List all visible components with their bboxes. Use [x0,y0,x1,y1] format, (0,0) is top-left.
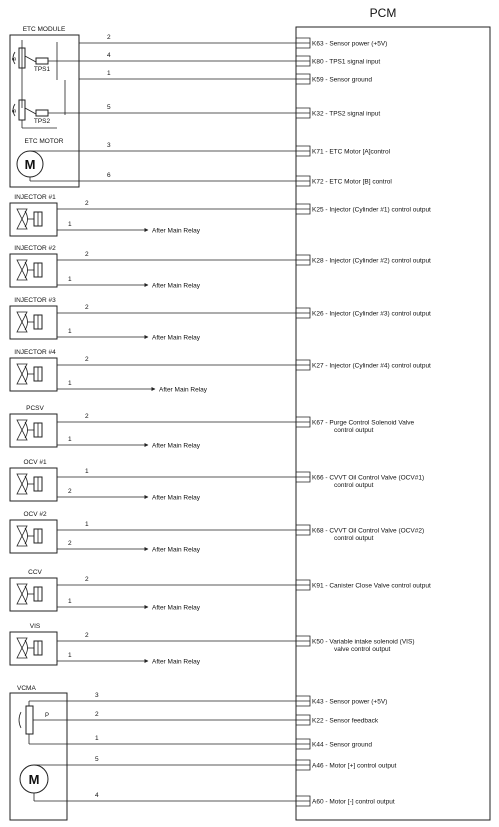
pin-number: 2 [85,304,89,311]
pin-number: 1 [68,328,72,335]
pin-number: 2 [85,576,89,583]
vcma-label: VCMA [17,685,36,692]
actuator-ocv-1 [10,459,201,502]
after-main-relay-label: After Main Relay [152,334,201,342]
after-main-relay-label: After Main Relay [152,546,201,554]
vcma-motor-symbol: M [28,772,40,787]
pin-number: 1 [68,380,72,387]
etc-module-label: ETC MODULE [22,26,66,33]
terminal-label: K59 - Sensor ground [312,76,372,84]
actuator-label: INJECTOR #2 [14,245,56,252]
after-main-relay-label: After Main Relay [152,604,201,612]
actuator-ccv [10,569,201,612]
terminal-label-line2: valve control output [334,646,391,653]
after-main-relay-label: After Main Relay [152,282,201,290]
pin-number: 3 [107,142,111,149]
actuator-label: INJECTOR #4 [14,349,56,356]
terminal-label: K26 - Injector (Cylinder #3) control output [312,310,431,318]
etc-motor-label: ETC MOTOR [24,138,64,145]
terminal-label: K27 - Injector (Cylinder #4) control output [312,362,431,370]
pin-number: 2 [68,540,72,547]
actuator-pcsv [10,405,201,450]
terminal-label: A46 - Motor [+] control output [312,762,397,770]
actuator-label: CCV [28,569,42,576]
pin-number: 1 [95,735,99,742]
pin-number: 1 [68,221,72,228]
vcma-sensor [19,701,67,744]
pin-number: 2 [107,34,111,41]
actuator-injector-2 [10,245,201,290]
terminal-label: A60 - Motor [-] control output [312,798,395,806]
terminal-label: K91 - Canister Close Valve control output [312,582,431,590]
terminal-label: K63 - Sensor power (+5V) [312,40,388,48]
terminal-label: K71 - ETC Motor [A]control [312,148,391,156]
actuator-label: OCV #2 [23,511,47,518]
pcm-title: PCM [369,6,397,20]
terminal-label: K68 - CVVT Oil Control Valve (OCV#2) [312,527,425,535]
terminal-label: K66 - CVVT Oil Control Valve (OCV#1) [312,474,425,482]
terminal-label: K44 - Sensor ground [312,741,372,749]
after-main-relay-label: After Main Relay [152,494,201,502]
actuator-ocv-2 [10,511,201,554]
after-main-relay-label: After Main Relay [152,227,201,235]
tps1-sensor [12,40,79,108]
actuator-vis [10,623,201,666]
pin-number: 5 [95,756,99,763]
pin-number: 2 [95,711,99,718]
actuator-layer [10,194,208,666]
etc-motor-symbol: M [24,157,36,172]
pin-number: 2 [85,356,89,363]
terminal-label: K25 - Injector (Cylinder #1) control output [312,206,431,214]
actuator-injector-3 [10,297,201,342]
pin-number: 1 [68,436,72,443]
tps2-slider-mark: B [12,109,18,113]
pin-number: 4 [95,792,99,799]
pin-number: 2 [85,200,89,207]
terminal-label: K28 - Injector (Cylinder #2) control output [312,257,431,265]
pin-number: 2 [68,488,72,495]
terminal-label: K32 - TPS2 signal input [312,110,381,118]
tps1-label: TPS1 [33,66,51,73]
pin-number: 3 [95,692,99,699]
actuator-label: PCSV [26,405,44,412]
terminal-label: K72 - ETC Motor [B] control [312,178,392,186]
terminal-label: K22 - Sensor feedback [312,717,379,725]
pin-number: 1 [85,468,89,475]
terminal-label: K43 - Sensor power (+5V) [312,698,388,706]
pin-number: 2 [85,413,89,420]
pin-number: 1 [68,652,72,659]
wire-layer [57,34,431,806]
pin-number: 1 [68,276,72,283]
terminal-label: K50 - Variable intake solenoid (VIS) [312,638,415,646]
terminal-label: K80 - TPS1 signal input [312,58,381,66]
actuator-label: INJECTOR #3 [14,297,56,304]
terminal-label-line2: control output [334,482,374,489]
after-main-relay-label: After Main Relay [152,658,201,666]
pin-number: 2 [85,632,89,639]
pin-number: 6 [107,172,111,179]
pin-number: 1 [68,598,72,605]
after-main-relay-label: After Main Relay [152,442,201,450]
pin-number: 2 [85,251,89,258]
vcma-slider-mark: P [44,713,50,719]
pin-number: 5 [107,104,111,111]
actuator-injector-4 [10,349,208,394]
terminal-label-line2: control output [334,427,374,434]
actuator-label: VIS [29,623,41,630]
actuator-label: OCV #1 [23,459,47,466]
actuator-label: INJECTOR #1 [14,194,56,201]
tps1-slider-mark: B [12,57,18,61]
terminal-label: K67 - Purge Control Solenoid Valve [312,419,415,427]
terminal-label-line2: control output [334,535,374,542]
pin-number: 1 [107,70,111,77]
pin-number: 4 [107,52,111,59]
after-main-relay-label: After Main Relay [159,386,208,394]
actuator-injector-1 [10,194,201,236]
pin-number: 1 [85,521,89,528]
tps2-label: TPS2 [33,118,51,125]
